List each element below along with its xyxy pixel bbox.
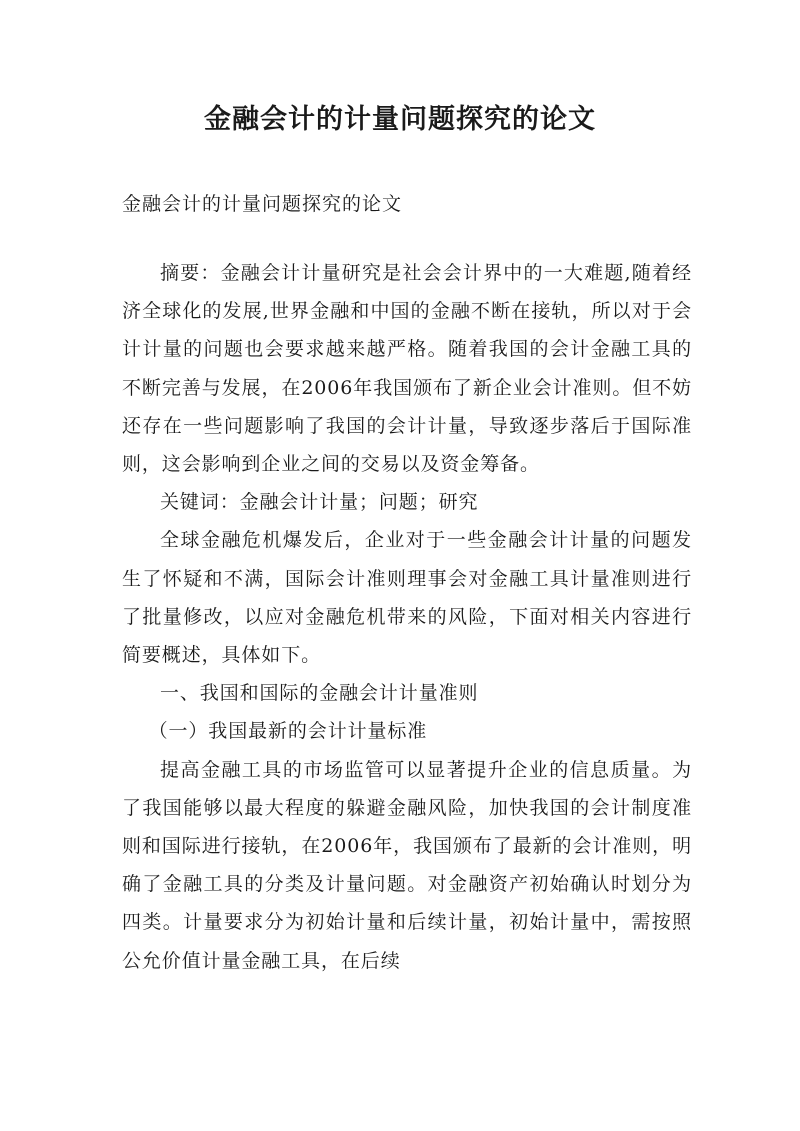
document-subtitle: 金融会计的计量问题探究的论文 [122, 193, 403, 215]
section-heading-1: 一、我国和国际的金融会计计量准则 [160, 682, 479, 705]
subsection-heading-1: （一）我国最新的会计计量标准 [148, 720, 428, 743]
intro-paragraph: 全球金融危机爆发后，企业对于一些金融会计计量的问题发生了怀疑和不满，国际会计准则理事会对金融工具计量准则进行了批量修改，以应对金融危机带来的风险，下面对相关内容进行简要概述，具体如下。 [122, 529, 692, 667]
document-title: 金融会计的计量问题探究的论文 [204, 104, 596, 135]
abstract-paragraph: 摘要：金融会计计量研究是社会会计界中的一大难题,随着经济全球化的发展,世界金融和中国的金融不断在接轨，所以对于会计计量的问题也会要求越来越严格。随着我国的会计金融工具的不断完善与发展，在2006年我国颁布了新企业会计准则。但不妨还存在一些问题影响了我国的会计计量，导致逐步落后于国际准则，这会影响到企业之间的交易以及资金筹备。 [122, 262, 692, 476]
keywords-paragraph: 关键词：金融会计计量；问题；研究 [160, 491, 479, 514]
body-paragraph: 提高金融工具的市场监管可以显著提升企业的信息质量。为了我国能够以最大程度的躲避金融风险，加快我国的会计制度准则和国际进行接轨，在2006年，我国颁布了最新的会计准则，明确了金融工具的分类及计量问题。对金融资产初始确认时划分为四类。计量要求分为初始计量和后续计量，初始计量中，需按照公允价值计量金融工具，在后续 [122, 758, 692, 972]
document-body [122, 254, 692, 980]
